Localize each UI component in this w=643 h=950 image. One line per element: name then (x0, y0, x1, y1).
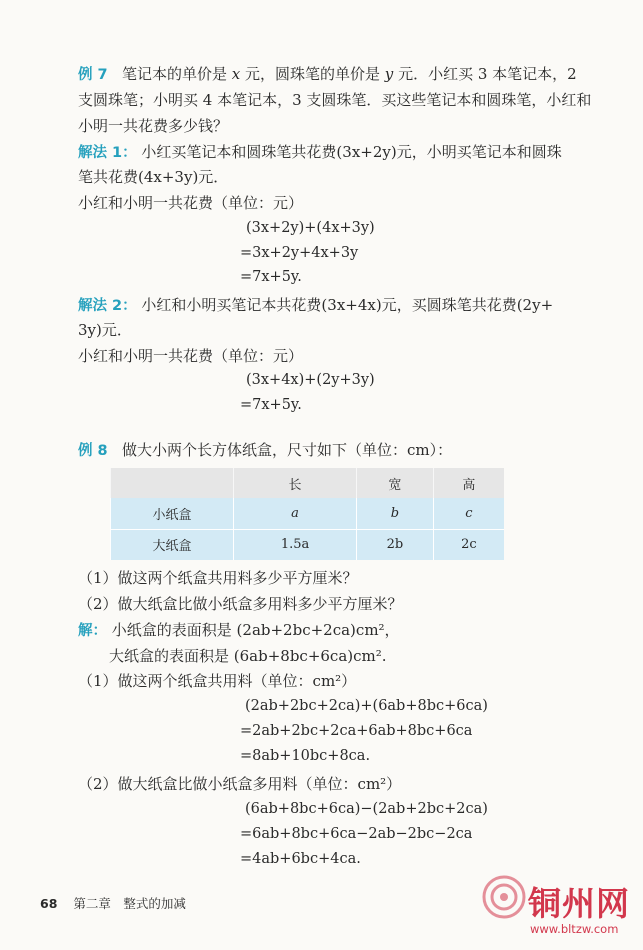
part-2-math-2: =6ab+8bc+6ca−2ab−2bc−2ca (240, 826, 473, 842)
solution-2-math-1: (3x+4x)+(2y+3y) (246, 372, 375, 388)
solution-1-line-1: 解法 1： 小红买笔记本和圆珠笔共花费(3x+2y)元，小明买笔记本和圆珠 (78, 143, 562, 161)
part-2-math-1: (6ab+8bc+6ca)−(2ab+2bc+2ca) (245, 801, 488, 817)
question-1: （1）做这两个纸盒共用料多少平方厘米？ (78, 569, 358, 587)
part-2-heading: （2）做大纸盒比做小纸盒多用料（单位：cm²） (78, 775, 402, 793)
example-8-label: 例 8 (78, 443, 108, 459)
table-cell: 1.5a (234, 529, 357, 560)
example-7-label: 例 7 (78, 67, 108, 83)
table-cell: 2c (433, 529, 504, 560)
solution-line-2: 大纸盒的表面积是 (6ab+8bc+6ca)cm². (109, 647, 387, 665)
table-header-row (111, 468, 505, 498)
question-2: （2）做大纸盒比做小纸盒多用料多少平方厘米？ (78, 595, 403, 613)
solution-1-line-3: 小红和小明一共花费（单位：元） (78, 194, 304, 212)
table-cell: c (433, 498, 504, 529)
example-7-line-3: 小明一共花费多少钱？ (78, 117, 229, 135)
dimensions-table (110, 468, 504, 560)
watermark-logo-icon (482, 875, 526, 919)
solution-2-math-2: =7x+5y. (240, 397, 302, 413)
solution-2-line-3: 小红和小明一共花费（单位：元） (78, 347, 304, 365)
solution-1-math-1: (3x+2y)+(4x+3y) (246, 220, 375, 236)
page-number: 68 (40, 896, 58, 911)
example-8-line-1: 例 8 做大小两个长方体纸盒，尺寸如下（单位：cm）： (78, 441, 453, 459)
solution-1-math-3: =7x+5y. (240, 269, 302, 285)
chapter-title: 第二章 整式的加减 (73, 896, 186, 911)
table-cell: a (234, 498, 357, 529)
table-cell: 2b (357, 529, 434, 560)
part-1-math-3: =8ab+10bc+8ca. (240, 748, 371, 764)
table-header-cell: 高 (433, 468, 504, 498)
page-footer (40, 894, 186, 912)
example-7-line-1: 例 7 笔记本的单价是 x 元，圆珠笔的单价是 y 元．小红买 3 本笔记本，2 (78, 65, 577, 83)
table-cell: 小纸盒 (111, 498, 234, 529)
solution-1-math-2: =3x+2y+4x+3y (240, 245, 359, 261)
table-header-cell: 宽 (357, 468, 434, 498)
part-1-math-2: =2ab+2bc+2ca+6ab+8bc+6ca (240, 723, 473, 739)
watermark-name: 铜州网 (528, 884, 630, 923)
solution-label: 解： (78, 623, 107, 639)
solution-2-line-2: 3y)元． (78, 321, 132, 339)
table-header-cell: 长 (234, 468, 357, 498)
table-row (111, 498, 505, 529)
solution-1-line-2: 笔共花费(4x+3y)元． (78, 168, 229, 186)
solution-line-1: 解： 小纸盒的表面积是 (2ab+2bc+2ca)cm²， (78, 621, 400, 639)
table-cell: b (357, 498, 434, 529)
part-1-heading: （1）做这两个纸盒共用料（单位：cm²） (78, 672, 357, 690)
example-7-line-2: 支圆珠笔；小明买 4 本笔记本，3 支圆珠笔．买这些笔记本和圆珠笔，小红和 (78, 91, 592, 109)
solution-2-line-1: 解法 2： 小红和小明买笔记本共花费(3x+4x)元，买圆珠笔共花费(2y+ (78, 296, 554, 314)
solution-1-label: 解法 1： (78, 145, 137, 161)
watermark-url: www.bltzw.com (530, 922, 619, 936)
part-1-math-1: (2ab+2bc+2ca)+(6ab+8bc+6ca) (245, 698, 488, 714)
table-row (111, 529, 505, 560)
table-header-cell (111, 468, 234, 498)
part-2-math-3: =4ab+6bc+4ca. (240, 851, 361, 867)
solution-2-label: 解法 2： (78, 298, 137, 314)
table-cell: 大纸盒 (111, 529, 234, 560)
